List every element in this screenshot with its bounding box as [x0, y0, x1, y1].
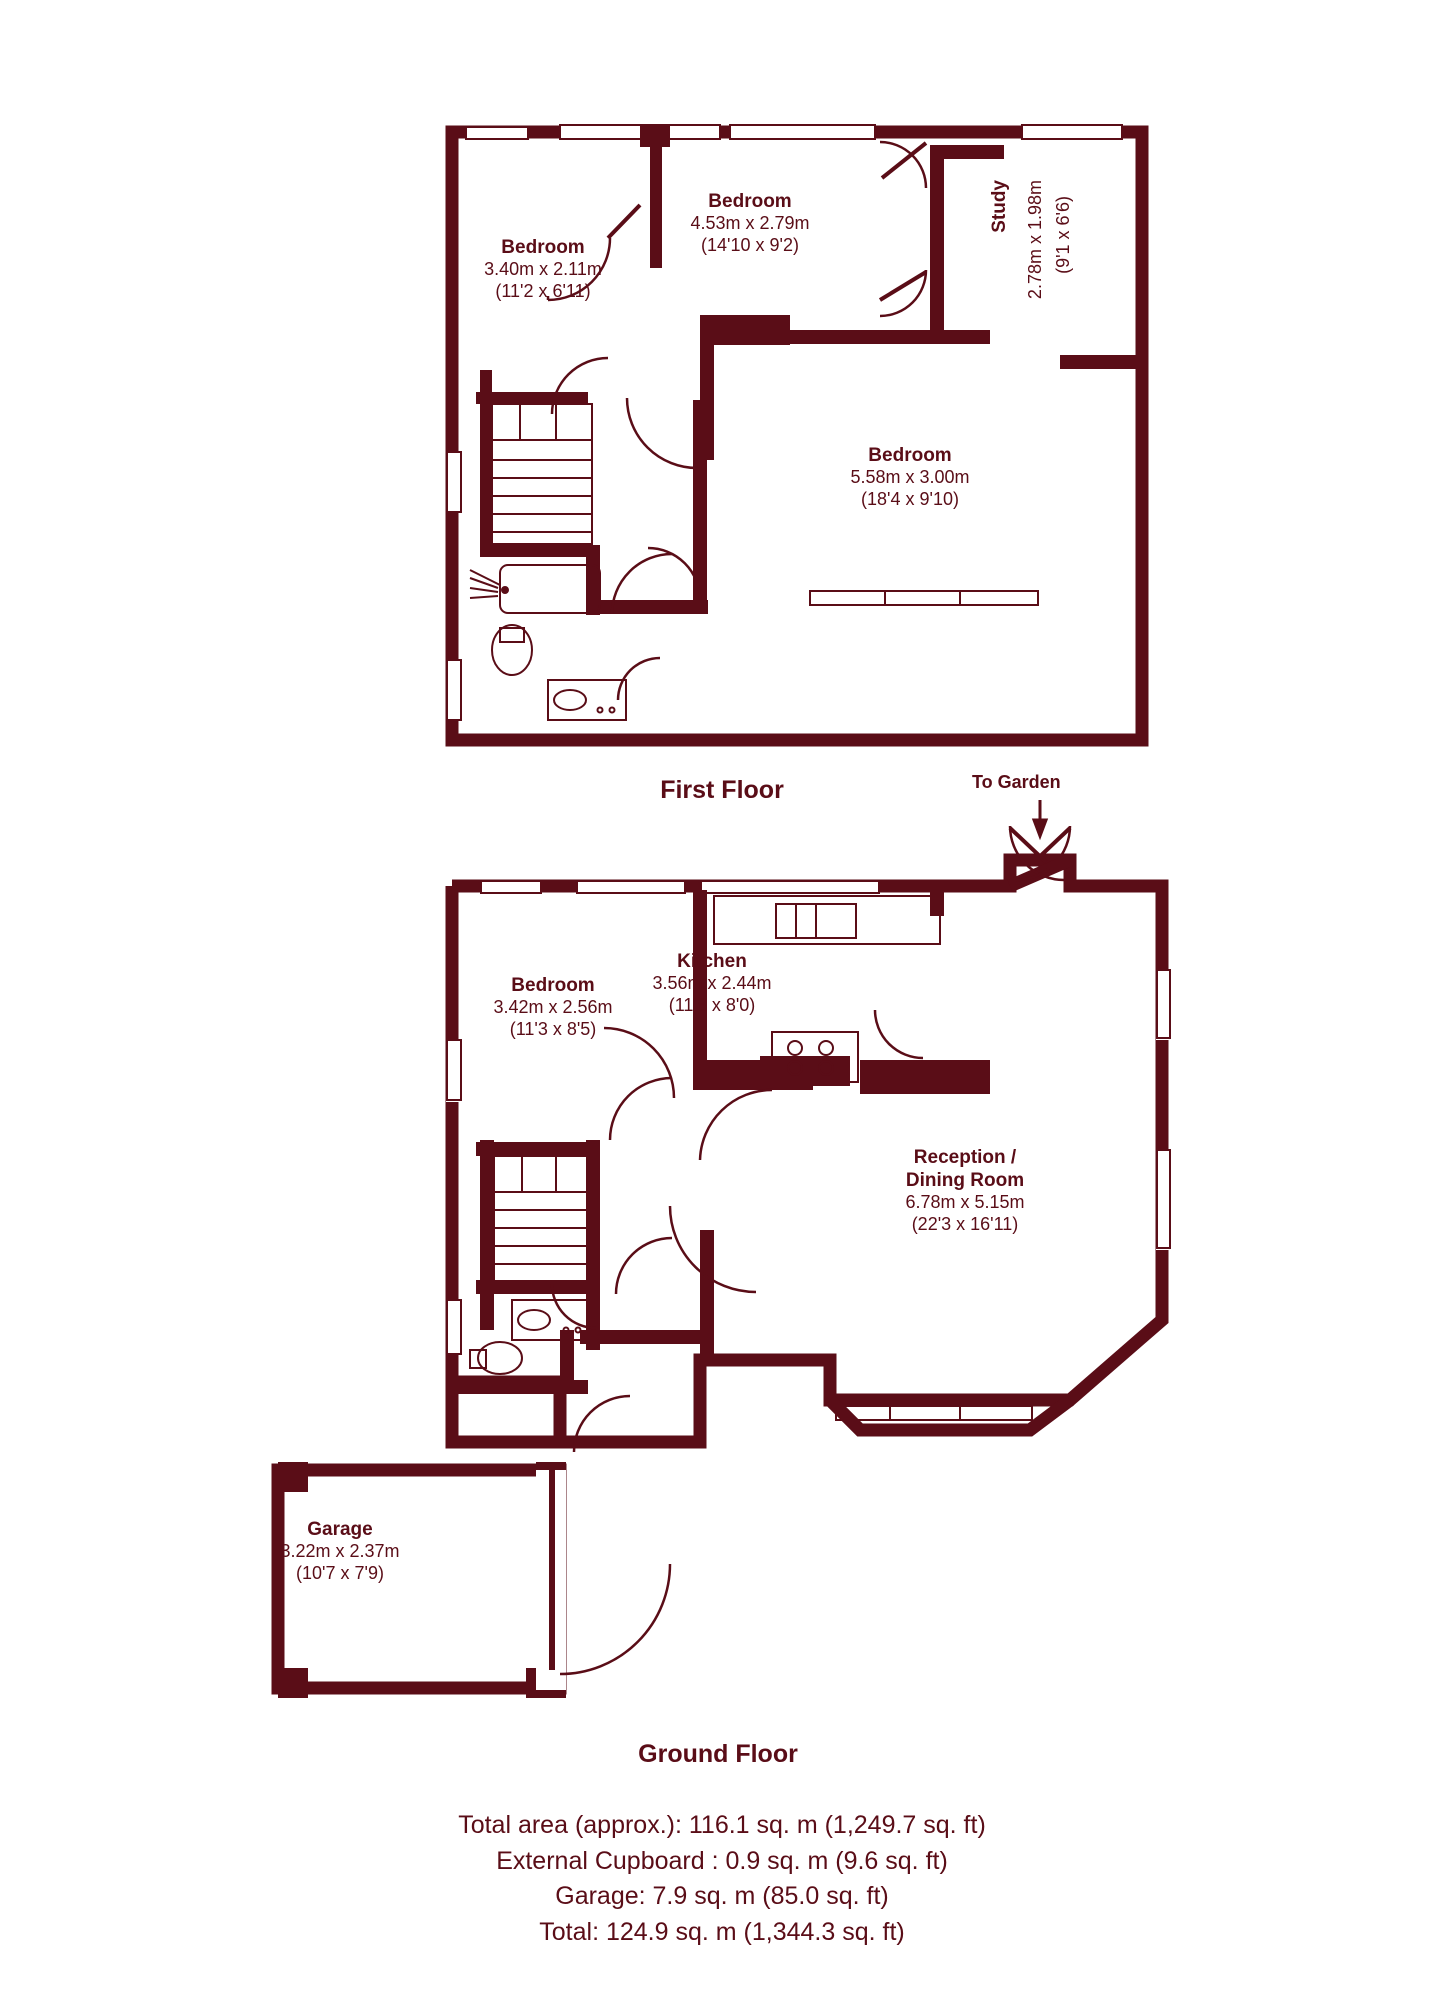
room-name: Bedroom [868, 445, 952, 466]
room-dim-imperial: (14'10 x 9'2) [701, 235, 799, 256]
external-cupboard-line: External Cupboard : 0.9 sq. m (9.6 sq. ft) [496, 1846, 948, 1875]
total-area-line: Total area (approx.): 116.1 sq. m (1,249.7 sq. ft) [458, 1811, 986, 1839]
grand-total-line: Total: 124.9 sq. m (1,344.3 sq. ft) [539, 1917, 905, 1946]
room-label-bedroom-2 [630, 190, 870, 257]
room-name: Bedroom [708, 191, 792, 212]
room-name: Bedroom [511, 975, 595, 996]
room-name: Study [989, 180, 1010, 233]
garage-area-line: Garage: 7.9 sq. m (85.0 sq. ft) [555, 1882, 889, 1910]
room-dim-metric: 3.40m x 2.11m [484, 259, 602, 280]
room-label-study [988, 180, 1012, 233]
room-dim-metric: 3.42m x 2.56m [493, 997, 613, 1018]
room-dim-imperial: (18'4 x 9'10) [861, 489, 959, 510]
room-label-reception-dining [838, 1146, 1092, 1236]
room-label-garage [220, 1518, 460, 1585]
room-label-kitchen [592, 950, 832, 1017]
room-name: Garage [307, 1519, 373, 1540]
room-dim-metric: 3.56m x 2.44m [652, 973, 772, 994]
room-dim-imperial: (11'3 x 8'5) [509, 1019, 597, 1040]
room-dim-imperial: (11'8 x 8'0) [668, 995, 756, 1016]
to-garden-label: To Garden [972, 772, 1061, 792]
room-dim-metric: 4.53m x 2.79m [690, 213, 810, 234]
room-label-bedroom-3 [790, 444, 1030, 511]
room-dim-metric: 2.78m x 1.98m [1025, 180, 1045, 300]
room-name: Bedroom [501, 237, 585, 258]
room-dim-imperial: (11'2 x 6'11) [495, 281, 591, 302]
room-dim-imperial: (22'3 x 16'11) [911, 1214, 1019, 1235]
room-dim-metric: 6.78m x 5.15m [905, 1192, 1025, 1213]
room-dim-imperial: (9'1 x 6'6) [1053, 196, 1073, 274]
room-dim-metric: 3.22m x 2.37m [280, 1541, 400, 1562]
floor-title-ground: Ground Floor [638, 1740, 798, 1768]
room-label-study-dims-imperial [1052, 196, 1075, 274]
room-label-bedroom-1 [428, 236, 658, 303]
room-name: Kitchen [677, 951, 747, 972]
room-name-line2: Dining Room [905, 1170, 1025, 1192]
room-dim-imperial: (10'7 x 7'9) [296, 1563, 384, 1584]
room-name-line1: Reception / [913, 1147, 1017, 1168]
room-dim-metric: 5.58m x 3.00m [850, 467, 970, 488]
area-totals [0, 1808, 1444, 1950]
floor-title-first: First Floor [660, 776, 784, 804]
room-label-study-dims [1024, 180, 1047, 299]
